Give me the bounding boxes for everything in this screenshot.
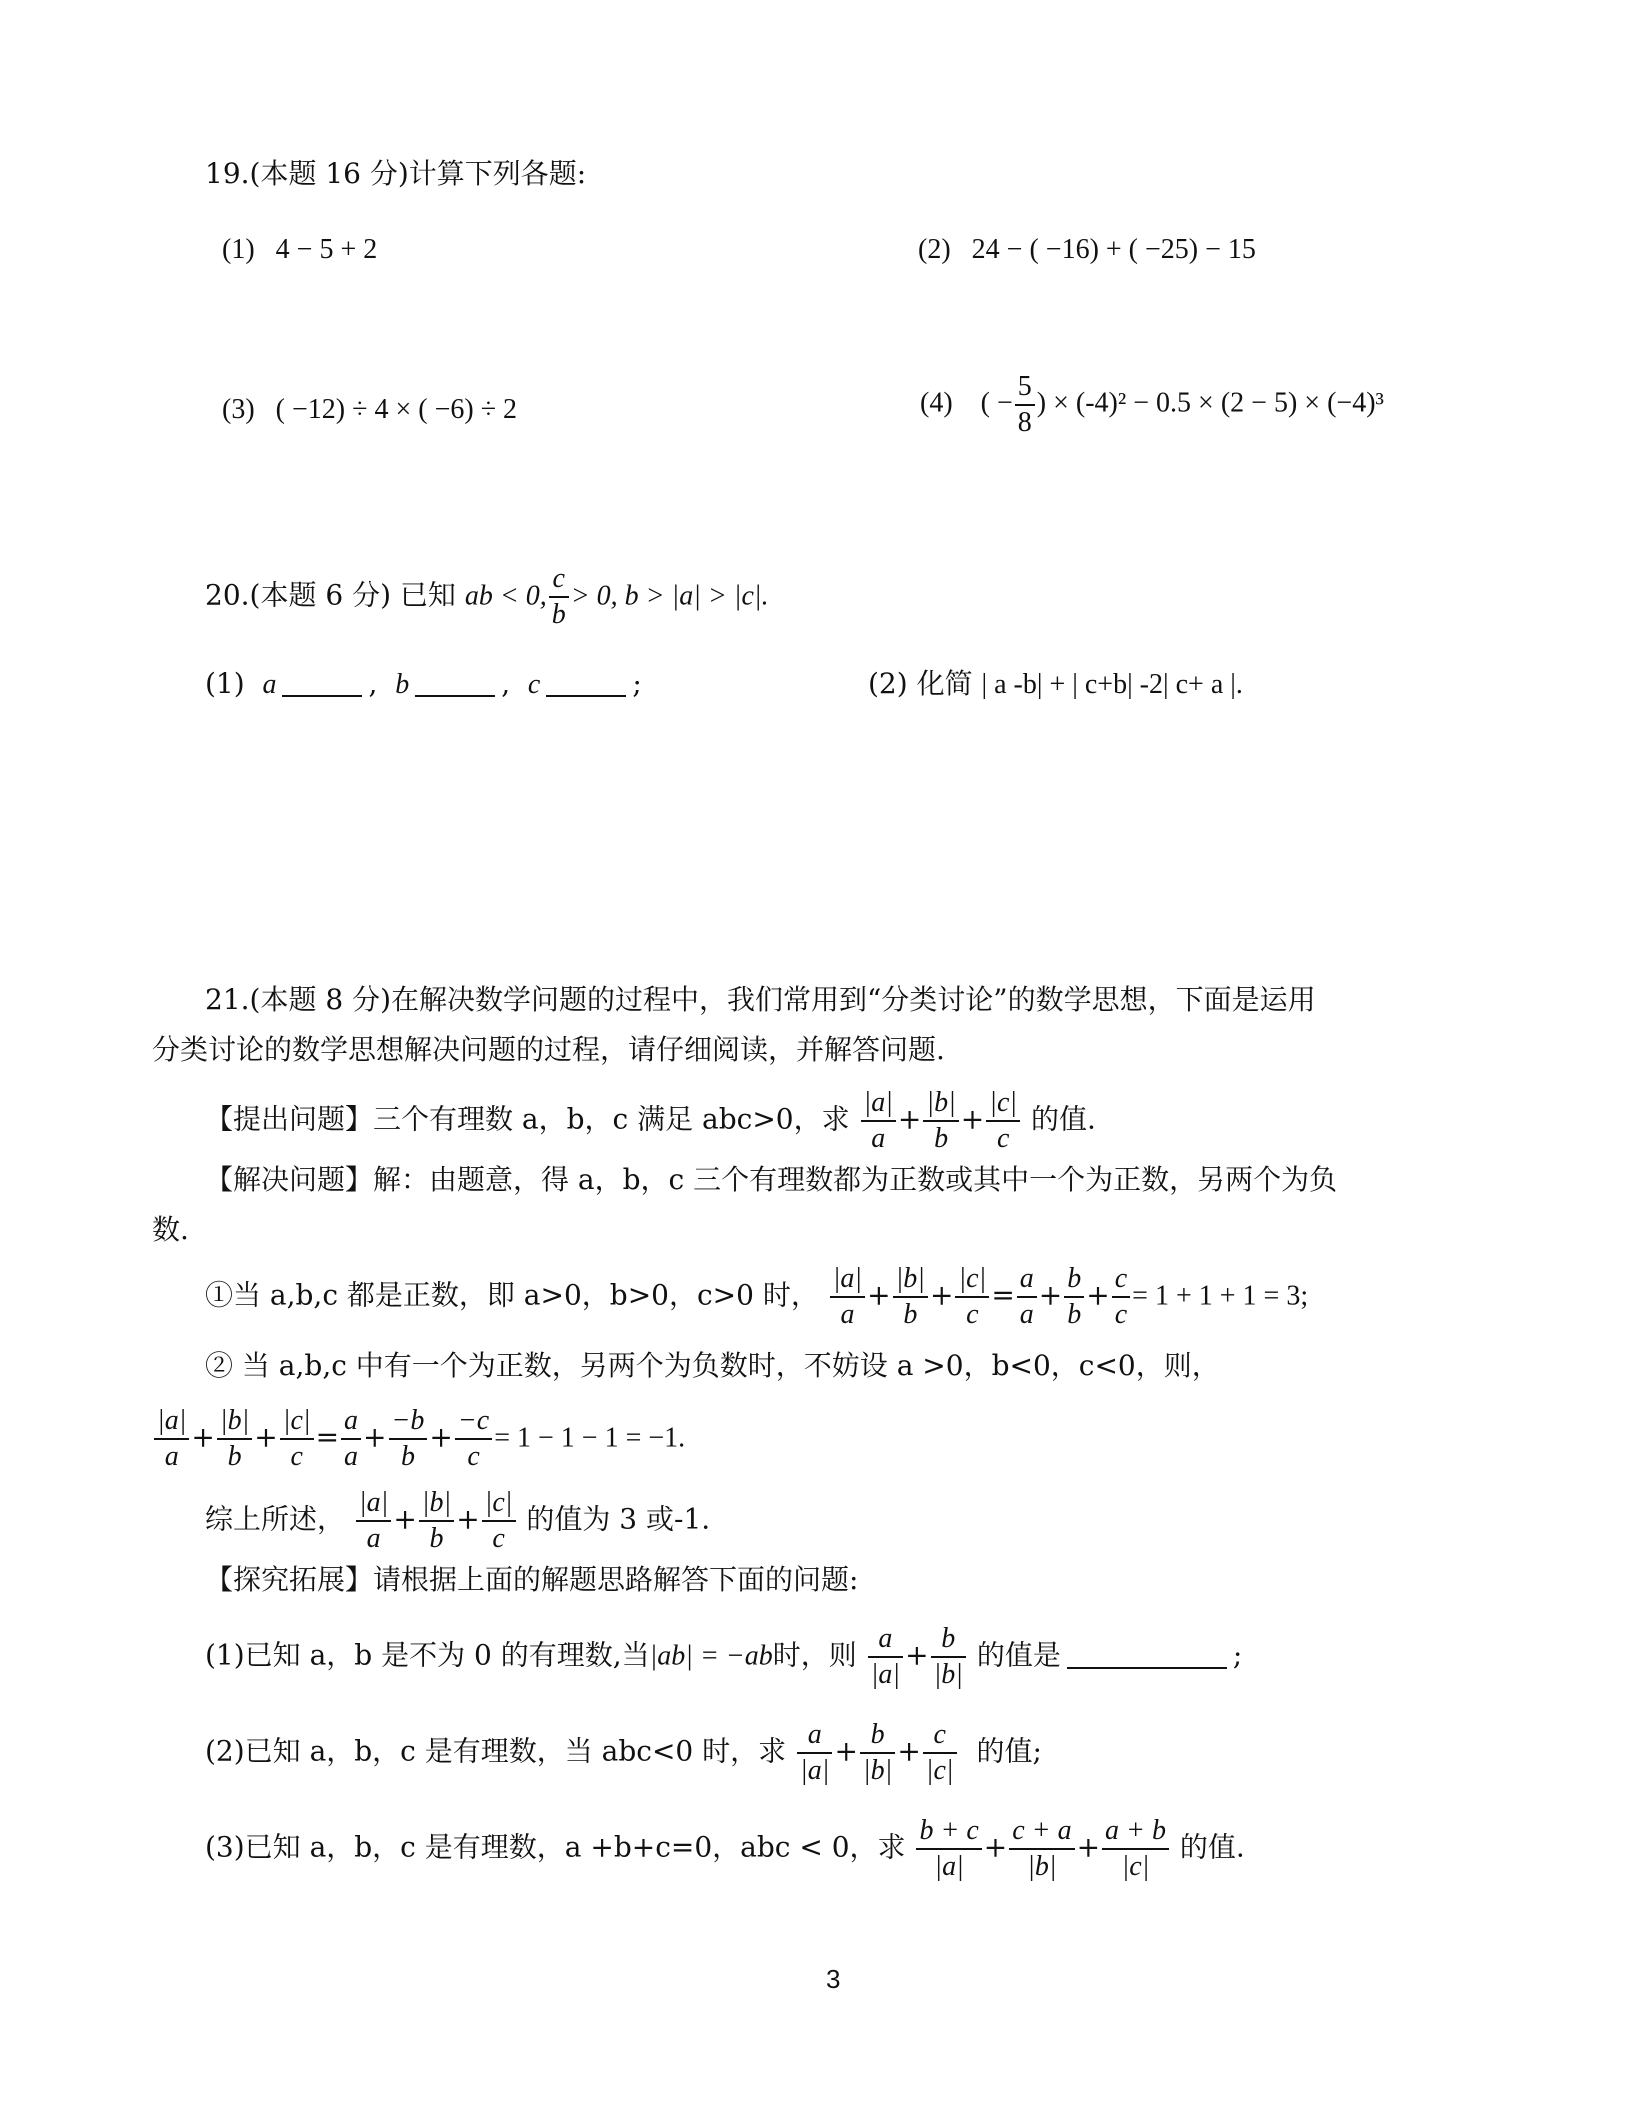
q21-case-2: ② 当 a,b,c 中有一个为正数，另两个为负数时，不妨设 a >0，b<0，c<0，则， <box>205 1349 1220 1382</box>
q20-part-2: (2) 化简 | a -b| + | c+b| -2| c+ a |. <box>868 667 1243 700</box>
q21-explore-header: 【探究拓展】请根据上面的解题思路解答下面的问题: <box>205 1563 859 1596</box>
q21-explore-3: (3)已知 a，b，c 是有理数，a +b+c=0，abc < 0，求 $\frac{b + c}{|a|}$ + $\frac{c + a}{|b|}$ + $\frac{a + b}{|c|}$ 的值. <box>205 1815 1245 1882</box>
q21-explore-1: (1)已知 a，b 是不为 0 的有理数,当|ab| = −ab时，则 $\frac{a}{|a|}$ + $\frac{b}{|b|}$ 的值是 ; <box>205 1623 1243 1690</box>
q21-intro-line-1: 21.(本题 8 分)在解决数学问题的过程中，我们常用到“分类讨论”的数学思想，下面是运用 <box>205 983 1316 1016</box>
q19-header: 19.(本题 16 分)计算下列各题: <box>205 157 587 190</box>
q21-case-1: ①当 a,b,c 都是正数，即 a>0，b>0，c>0 时， $\frac{|a|}{a}$ + $\frac{|b|}{b}$ + $\frac{|c|}{c}$ = $\frac{a}{a}$ + $\frac{b}{b}$ + $\frac{c}{c}$ = 1 + 1 + 1 = 3; <box>205 1263 1309 1330</box>
fraction-c-over-b: $\frac{c}{b}$ <box>549 562 569 632</box>
q19-problem-3: (3) ( −12) ÷ 4 × ( −6) ÷ 2 <box>222 394 518 425</box>
q21-solve-line-1: 【解决问题】解：由题意，得 a，b，c 三个有理数都为正数或其中一个为正数，另两个为负 <box>205 1163 1338 1196</box>
answer-blank-a[interactable] <box>282 667 362 697</box>
q20-part-1: (1) a , b , c ; <box>205 667 642 700</box>
answer-blank-b[interactable] <box>415 667 495 697</box>
q19-problem-4: (4) ( − $\frac{5}{8}$ ) × (-4)² − 0.5 × (2 − 5) × (−4)³ <box>920 371 1384 438</box>
answer-blank-c[interactable] <box>546 667 626 697</box>
q21-pose-problem: 【提出问题】三个有理数 a，b，c 满足 abc>0，求 $\frac{|a|}{a}$ + $\frac{|b|}{b}$ + $\frac{|c|}{c}$ 的值. <box>205 1087 1096 1154</box>
q21-case-2-expr: $\frac{|a|}{a}$ + $\frac{|b|}{b}$ + $\frac{|c|}{c}$ = $\frac{a}{a}$ + $\frac{-b}{b}$ + $\frac{-c}{c}$ = 1 − 1 − 1 = −1. <box>152 1404 685 1474</box>
q21-intro-line-2: 分类讨论的数学思想解决问题的过程，请仔细阅读，并解答问题. <box>152 1033 945 1066</box>
q21-explore-2: (2)已知 a，b，c 是有理数，当 abc<0 时，求 $\frac{a}{|a|}$ + $\frac{b}{|b|}$ + $\frac{c}{|c|}$ 的值; <box>205 1719 1042 1786</box>
page-number: 3 <box>826 1964 841 1994</box>
answer-blank-e1[interactable] <box>1067 1639 1227 1669</box>
q19-problem-2: (2) 24 − ( −16) + ( −25) − 15 <box>918 234 1256 265</box>
q20-header: 20.(本题 6 分) 已知 ab < 0, $\frac{c}{b}$ > 0, b > |a| > |c|. <box>205 563 769 630</box>
q21-solve-line-2: 数. <box>152 1213 189 1246</box>
q21-summary: 综上所述， $\frac{|a|}{a}$ + $\frac{|b|}{b}$ + $\frac{|c|}{c}$ 的值为 3 或-1. <box>205 1487 711 1554</box>
fraction-5-8: $\frac{5}{8}$ <box>1015 370 1035 440</box>
q19-problem-1: (1) 4 − 5 + 2 <box>222 234 378 265</box>
